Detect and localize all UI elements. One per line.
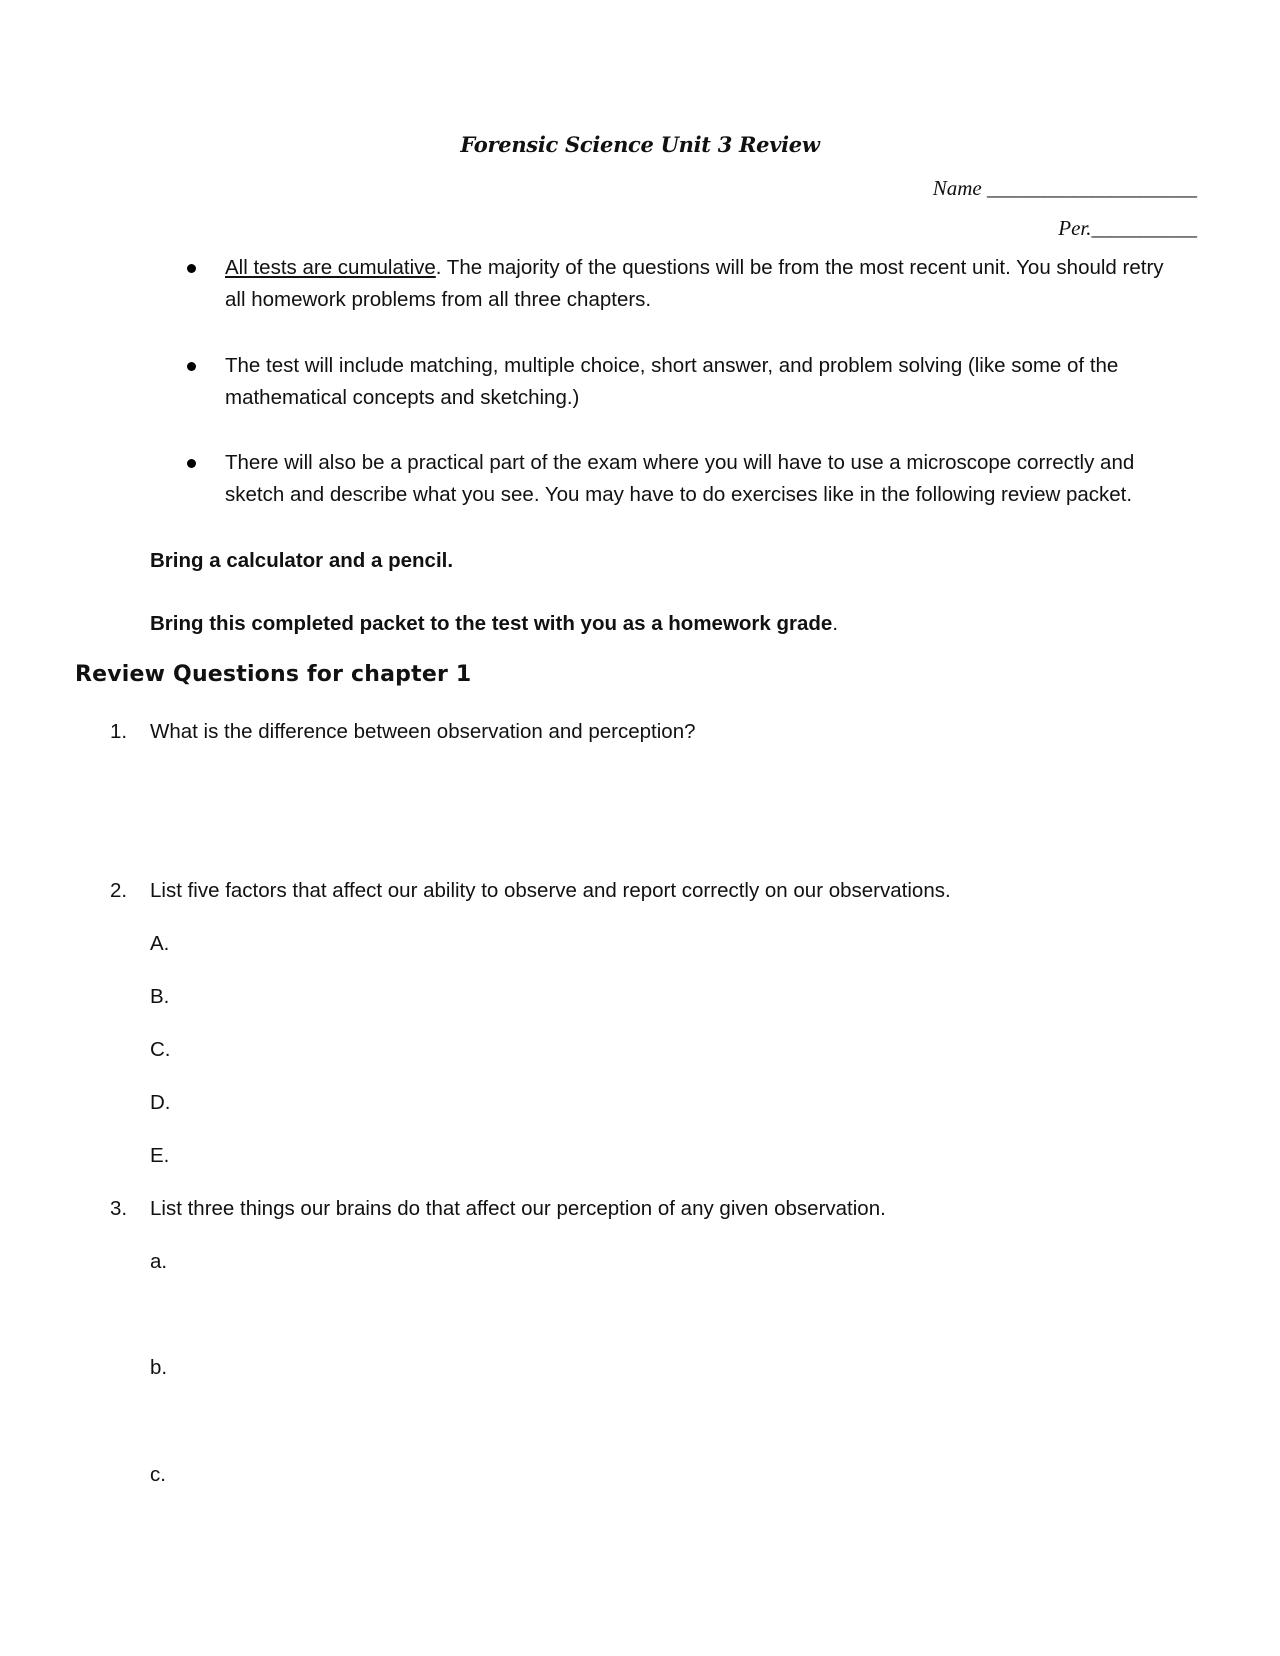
bullet-item: [225, 350, 1185, 414]
note-packet: [150, 612, 838, 636]
bullet-icon: [187, 459, 196, 468]
answer-label: D.: [150, 1091, 171, 1114]
bullet-underlined-text: All tests are cumulative: [225, 256, 436, 279]
bullet-item: [225, 252, 1185, 316]
bullet-icon: [187, 362, 196, 371]
period-line: ___________: [1091, 216, 1196, 240]
answer-label: B.: [150, 985, 170, 1008]
question-number: 2.: [110, 879, 128, 902]
answer-label: C.: [150, 1038, 171, 1061]
period-field: [1058, 216, 1196, 241]
note-packet-period: .: [832, 612, 839, 635]
answer-label: c.: [150, 1463, 166, 1486]
note-packet-bold: Bring this completed packet to the test with you as a homework grade: [150, 612, 833, 635]
answer-label: E.: [150, 1144, 170, 1167]
bullet-text: . The majority of the questions will be from the most recent unit. You should retry all homework problems from all three chapters.: [225, 256, 1164, 311]
bullet-item: [225, 447, 1185, 511]
question-text: What is the difference between observation and perception?: [150, 720, 696, 743]
answer-label: a.: [150, 1250, 168, 1273]
question-number: 1.: [110, 720, 128, 743]
name-label: Name: [932, 176, 982, 200]
note-calculator: Bring a calculator and a pencil.: [150, 549, 454, 572]
question-text: List three things our brains do that affect our perception of any given observation.: [150, 1197, 886, 1220]
bullet-icon: [187, 264, 196, 273]
bullet-text: There will also be a practical part of the exam where you will have to use a microscope correctly and sketch and describe what you see. You may have to do exercises like in the following review packet.: [225, 451, 1135, 506]
bullet-text: The test will include matching, multiple choice, short answer, and problem solving (like some of the mathematical concepts and sketching.): [225, 354, 1119, 409]
name-field: [933, 176, 1196, 201]
answer-label: A.: [150, 932, 170, 955]
page-title: Forensic Science Unit 3 Review: [460, 132, 820, 157]
name-line: ______________________: [987, 176, 1196, 200]
question-number: 3.: [110, 1197, 128, 1220]
section-heading: Review Questions for chapter 1: [75, 662, 472, 687]
question-text: List five factors that affect our ability to observe and report correctly on our observations.: [150, 879, 951, 902]
period-label: Per.: [1058, 216, 1092, 240]
answer-label: b.: [150, 1356, 168, 1379]
